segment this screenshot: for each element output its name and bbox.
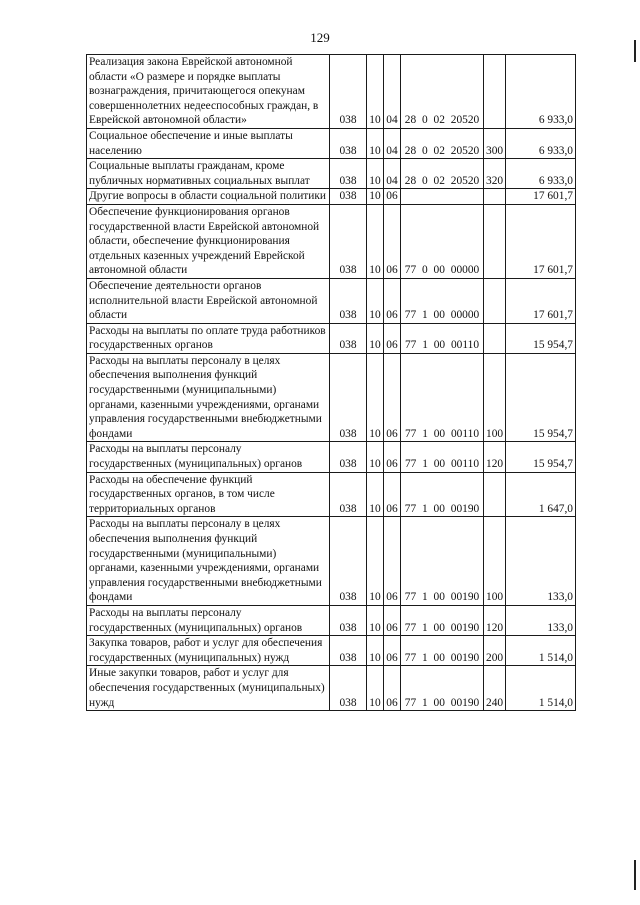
cell-vr: 120 — [484, 442, 506, 472]
cell-pr: 04 — [384, 55, 401, 129]
table-row — [87, 278, 576, 323]
cell-vr: 120 — [484, 605, 506, 635]
cell-pr: 04 — [384, 128, 401, 158]
cell-glava: 038 — [330, 442, 367, 472]
cell-csr: 77 1 00 00110 — [401, 323, 484, 353]
cell-pr: 06 — [384, 323, 401, 353]
cell-vr: 300 — [484, 128, 506, 158]
cell-glava: 038 — [330, 323, 367, 353]
cell-sum: 17 601,7 — [506, 278, 576, 323]
cell-glava: 038 — [330, 128, 367, 158]
cell-csr: 77 1 00 00000 — [401, 278, 484, 323]
cell-glava: 038 — [330, 278, 367, 323]
cell-vr: 100 — [484, 517, 506, 606]
cell-pr: 06 — [384, 472, 401, 517]
cell-sum: 15 954,7 — [506, 442, 576, 472]
cell-csr: 77 0 00 00000 — [401, 204, 484, 278]
cell-sum: 133,0 — [506, 605, 576, 635]
cell-rz: 10 — [367, 55, 384, 129]
cell-pr: 06 — [384, 189, 401, 205]
cell-glava: 038 — [330, 636, 367, 666]
cell-name: Расходы на выплаты персоналу государственных (муниципальных) органов — [87, 605, 330, 635]
cell-name: Расходы на выплаты по оплате труда работников государственных органов — [87, 323, 330, 353]
cell-sum: 15 954,7 — [506, 323, 576, 353]
budget-table — [86, 54, 576, 711]
cell-rz: 10 — [367, 472, 384, 517]
cell-name: Другие вопросы в области социальной политики — [87, 189, 330, 205]
cell-sum: 6 933,0 — [506, 128, 576, 158]
cell-name: Обеспечение функционирования органов государственной власти Еврейской автономной области, обеспечение функционирования отдельных казенных учреждений Еврейской автономной области — [87, 204, 330, 278]
table-row — [87, 204, 576, 278]
cell-name: Расходы на выплаты персоналу государственных (муниципальных) органов — [87, 442, 330, 472]
table-row — [87, 55, 576, 129]
cell-rz: 10 — [367, 353, 384, 442]
table-row — [87, 353, 576, 442]
table-row — [87, 323, 576, 353]
cell-glava: 038 — [330, 517, 367, 606]
cell-glava: 038 — [330, 204, 367, 278]
cell-name: Иные закупки товаров, работ и услуг для обеспечения государственных (муниципальных) нужд — [87, 666, 330, 711]
cell-sum: 15 954,7 — [506, 353, 576, 442]
page-number: 129 — [310, 30, 330, 45]
cell-sum: 1 647,0 — [506, 472, 576, 517]
table-row — [87, 189, 576, 205]
cell-sum: 1 514,0 — [506, 636, 576, 666]
cell-csr: 77 1 00 00190 — [401, 517, 484, 606]
table-row — [87, 159, 576, 189]
cell-csr: 77 1 00 00190 — [401, 472, 484, 517]
cell-rz: 10 — [367, 323, 384, 353]
cell-glava: 038 — [330, 472, 367, 517]
cell-csr: 77 1 00 00190 — [401, 666, 484, 711]
cell-sum: 6 933,0 — [506, 55, 576, 129]
cell-sum: 17 601,7 — [506, 189, 576, 205]
table-row — [87, 128, 576, 158]
cell-glava: 038 — [330, 189, 367, 205]
scan-edge-mark — [634, 40, 636, 62]
cell-csr: 77 1 00 00110 — [401, 442, 484, 472]
cell-sum: 17 601,7 — [506, 204, 576, 278]
cell-csr: 28 0 02 20520 — [401, 128, 484, 158]
cell-csr: 77 1 00 00190 — [401, 636, 484, 666]
cell-csr: 28 0 02 20520 — [401, 159, 484, 189]
cell-name: Расходы на обеспечение функций государственных органов, в том числе территориальных органов — [87, 472, 330, 517]
cell-rz: 10 — [367, 636, 384, 666]
cell-pr: 06 — [384, 204, 401, 278]
cell-vr: 200 — [484, 636, 506, 666]
cell-csr: 77 1 00 00110 — [401, 353, 484, 442]
cell-name: Закупка товаров, работ и услуг для обеспечения государственных (муниципальных) нужд — [87, 636, 330, 666]
table-row — [87, 472, 576, 517]
cell-rz: 10 — [367, 189, 384, 205]
cell-rz: 10 — [367, 605, 384, 635]
table-row — [87, 517, 576, 606]
cell-rz: 10 — [367, 666, 384, 711]
cell-vr — [484, 55, 506, 129]
cell-glava: 038 — [330, 666, 367, 711]
cell-pr: 06 — [384, 636, 401, 666]
cell-rz: 10 — [367, 128, 384, 158]
table-row — [87, 605, 576, 635]
cell-rz: 10 — [367, 159, 384, 189]
cell-pr: 06 — [384, 442, 401, 472]
cell-vr — [484, 472, 506, 517]
cell-csr: 28 0 02 20520 — [401, 55, 484, 129]
table-row — [87, 636, 576, 666]
cell-sum: 133,0 — [506, 517, 576, 606]
cell-name: Реализация закона Еврейской автономной области «О размере и порядке выплаты вознаграждения, причитающегося опекунам совершеннолетних недееспособных граждан, в Еврейской автономной области» — [87, 55, 330, 129]
cell-rz: 10 — [367, 204, 384, 278]
cell-vr — [484, 189, 506, 205]
cell-glava: 038 — [330, 55, 367, 129]
cell-pr: 06 — [384, 605, 401, 635]
cell-sum: 6 933,0 — [506, 159, 576, 189]
table-body — [87, 55, 576, 711]
cell-csr — [401, 189, 484, 205]
cell-sum: 1 514,0 — [506, 666, 576, 711]
cell-pr: 06 — [384, 666, 401, 711]
cell-glava: 038 — [330, 159, 367, 189]
cell-rz: 10 — [367, 517, 384, 606]
cell-vr: 240 — [484, 666, 506, 711]
cell-vr: 320 — [484, 159, 506, 189]
cell-name: Расходы на выплаты персоналу в целях обеспечения выполнения функций государственными (муниципальными) органами, казенными учреждениями, органами управления государственными внебюджетными фондами — [87, 353, 330, 442]
cell-name: Обеспечение деятельности органов исполнительной власти Еврейской автономной области — [87, 278, 330, 323]
cell-pr: 06 — [384, 278, 401, 323]
cell-pr: 04 — [384, 159, 401, 189]
cell-name: Расходы на выплаты персоналу в целях обеспечения выполнения функций государственными (муниципальными) органами, казенными учреждениями, органами управления государственными внебюджетными фондами — [87, 517, 330, 606]
cell-glava: 038 — [330, 605, 367, 635]
table-row — [87, 666, 576, 711]
cell-vr — [484, 204, 506, 278]
cell-csr: 77 1 00 00190 — [401, 605, 484, 635]
cell-pr: 06 — [384, 353, 401, 442]
cell-rz: 10 — [367, 278, 384, 323]
cell-name: Социальные выплаты гражданам, кроме публичных нормативных социальных выплат — [87, 159, 330, 189]
scan-edge-mark — [634, 860, 636, 890]
cell-vr: 100 — [484, 353, 506, 442]
cell-pr: 06 — [384, 517, 401, 606]
cell-name: Социальное обеспечение и иные выплаты населению — [87, 128, 330, 158]
table-row — [87, 442, 576, 472]
cell-glava: 038 — [330, 353, 367, 442]
cell-vr — [484, 278, 506, 323]
cell-rz: 10 — [367, 442, 384, 472]
cell-vr — [484, 323, 506, 353]
